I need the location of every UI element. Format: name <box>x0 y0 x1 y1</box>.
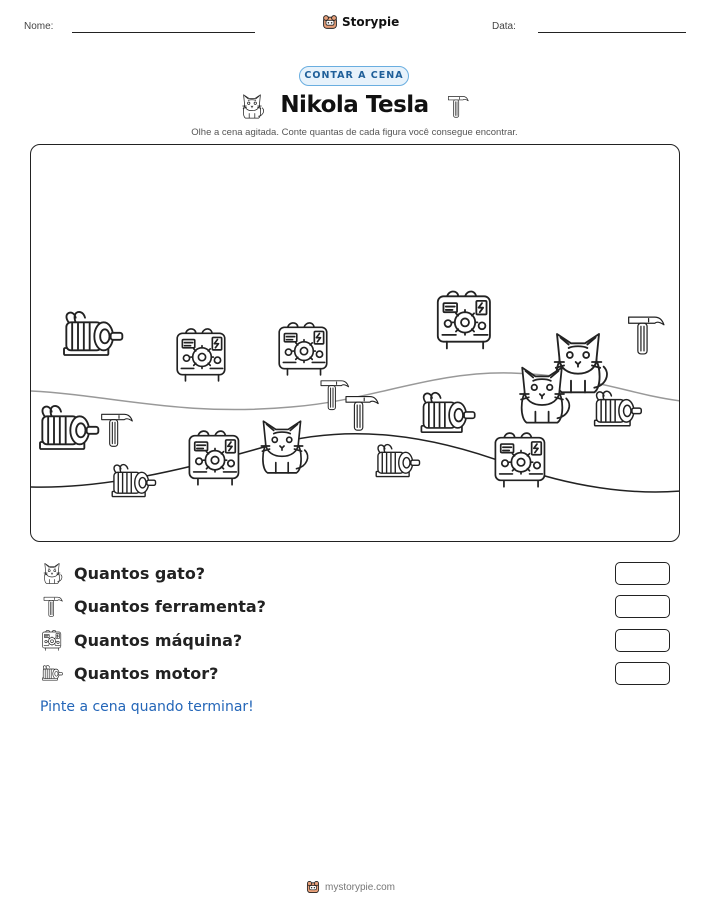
motor-figure <box>40 406 98 449</box>
motor-figure <box>421 393 474 432</box>
activity-badge: CONTAR A CENA <box>299 66 409 86</box>
question-text: Quantos gato? <box>74 563 206 583</box>
answer-box[interactable] <box>615 595 670 618</box>
storypie-logo-icon <box>322 14 338 30</box>
question-text: Quantos ferramenta? <box>74 596 266 616</box>
question-text: Quantos motor? <box>74 663 219 683</box>
date-label: Data: <box>492 21 516 32</box>
scene-drawing <box>31 145 680 542</box>
hammer-icon <box>444 92 470 120</box>
hammer-figure <box>321 381 349 410</box>
hammer-figure <box>102 414 133 446</box>
motor-figure <box>112 465 155 497</box>
answer-box[interactable] <box>615 562 670 585</box>
question-row <box>40 627 670 653</box>
counting-scene <box>30 144 680 542</box>
question-row <box>40 660 670 686</box>
machine-figure <box>177 329 225 381</box>
page-title: Nikola Tesla <box>280 92 429 118</box>
brand-name: Storypie <box>342 15 400 29</box>
cat-figure <box>555 334 607 392</box>
machine-figure <box>189 431 238 485</box>
storypie-logo-icon <box>306 880 320 894</box>
hammer-icon <box>40 594 64 618</box>
name-field[interactable] <box>72 32 255 33</box>
footer-site[interactable]: mystorypie.com <box>325 881 396 893</box>
motor-figure <box>64 312 122 355</box>
brand-logo <box>322 14 399 30</box>
question-text: Quantos máquina? <box>74 630 243 650</box>
cat-icon <box>40 561 64 585</box>
date-field[interactable] <box>538 32 686 33</box>
footer <box>306 880 395 894</box>
answer-box[interactable] <box>615 629 670 652</box>
question-row <box>40 593 670 619</box>
hammer-figure <box>346 397 378 431</box>
instruction-text: Pinte a cena quando terminar! <box>40 699 254 715</box>
answer-box[interactable] <box>615 662 670 685</box>
name-label: Nome: <box>24 21 54 32</box>
machine-icon <box>40 628 64 652</box>
hammer-figure <box>629 317 664 354</box>
cat-figure <box>261 421 307 473</box>
motor-figure <box>376 445 419 477</box>
machine-figure <box>495 433 544 487</box>
machine-figure <box>438 291 490 348</box>
page-subtitle: Olhe a cena agitada. Conte quantas de cada figura você consegue encontrar. <box>191 127 518 138</box>
machine-figure <box>279 323 327 375</box>
motor-icon <box>40 661 64 685</box>
question-row <box>40 560 670 586</box>
motor-figure <box>595 391 642 425</box>
